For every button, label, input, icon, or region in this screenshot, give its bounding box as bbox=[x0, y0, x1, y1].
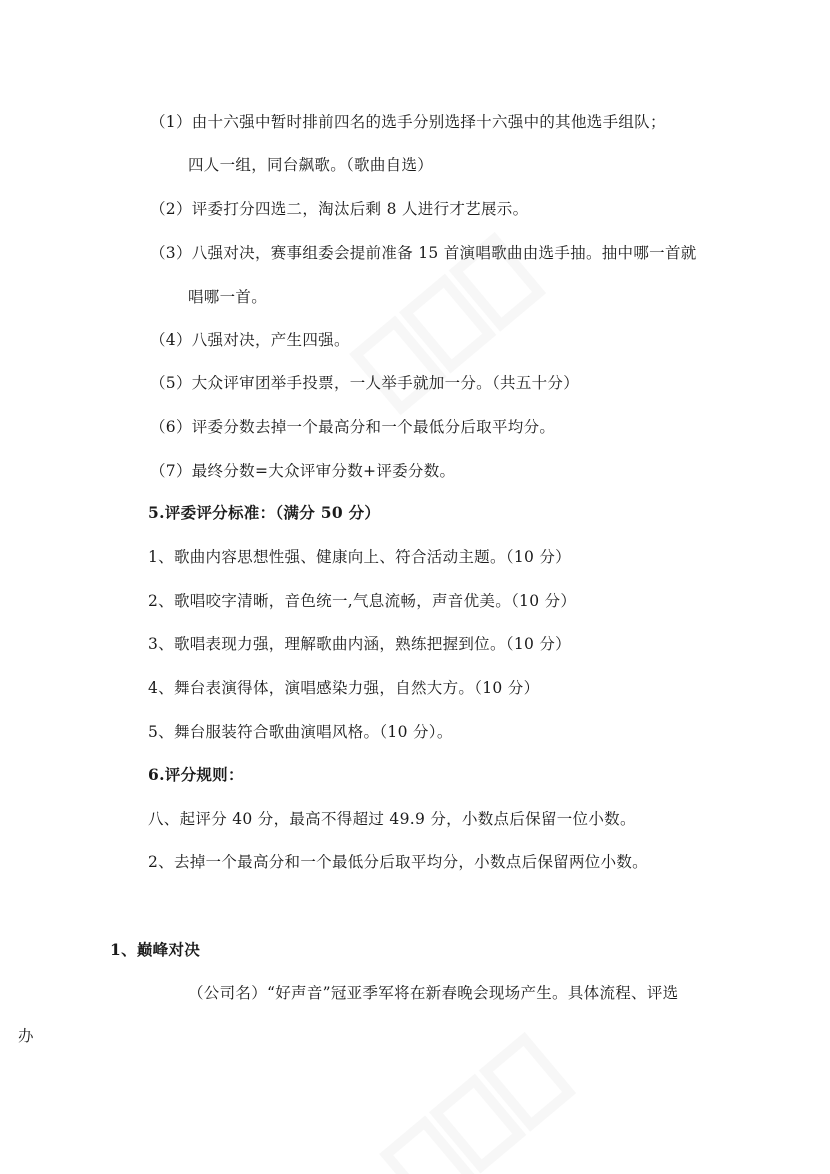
list-item: （7）最终分数=大众评审分数+评委分数。 bbox=[150, 462, 456, 480]
list-item: 3、歌唱表现力强，理解歌曲内涵，熟练把握到位。（10 分） bbox=[148, 635, 571, 653]
list-item: 2、去掉一个最高分和一个最低分后取平均分，小数点后保留两位小数。 bbox=[148, 853, 648, 871]
list-item: （6）评委分数去掉一个最高分和一个最低分后取平均分。 bbox=[150, 418, 556, 436]
list-item: 4、舞台表演得体，演唱感染力强，自然大方。（10 分） bbox=[148, 679, 540, 697]
list-item: （1）由十六强中暂时排前四名的选手分别选择十六强中的其他选手组队； bbox=[150, 113, 666, 131]
paragraph-continuation: 办 bbox=[18, 1027, 34, 1045]
list-item: 1、歌曲内容思想性强、健康向上、符合活动主题。（10 分） bbox=[148, 548, 571, 566]
list-item: 5、舞台服装符合歌曲演唱风格。（10 分）。 bbox=[148, 723, 453, 741]
paragraph: （公司名）“好声音”冠亚季军将在新春晚会现场产生。具体流程、评选 bbox=[188, 984, 679, 1002]
list-item: 八、起评分 40 分，最高不得超过 49.9 分，小数点后保留一位小数。 bbox=[148, 810, 636, 828]
list-item: （5）大众评审团举手投票，一人举手就加一分。（共五十分） bbox=[150, 374, 580, 392]
section-heading: 1、巅峰对决 bbox=[110, 940, 201, 959]
list-item: 2、歌唱咬字清晰，音色统一,气息流畅，声音优美。（10 分） bbox=[148, 592, 577, 610]
list-item: （4）八强对决，产生四强。 bbox=[150, 331, 350, 349]
list-item: （3）八强对决，赛事组委会提前准备 15 首演唱歌曲由选手抽。抽中哪一首就 bbox=[150, 244, 697, 262]
list-item: （2）评委打分四选二，淘汰后剩 8 人进行才艺展示。 bbox=[150, 200, 529, 218]
section-heading: 6.评分规则： bbox=[148, 765, 244, 784]
section-heading: 5.评委评分标准：（满分 50 分） bbox=[148, 503, 381, 522]
list-item-continuation: 唱哪一首。 bbox=[188, 288, 268, 306]
list-item-continuation: 四人一组，同台飙歌。（歌曲自选） bbox=[188, 156, 434, 174]
